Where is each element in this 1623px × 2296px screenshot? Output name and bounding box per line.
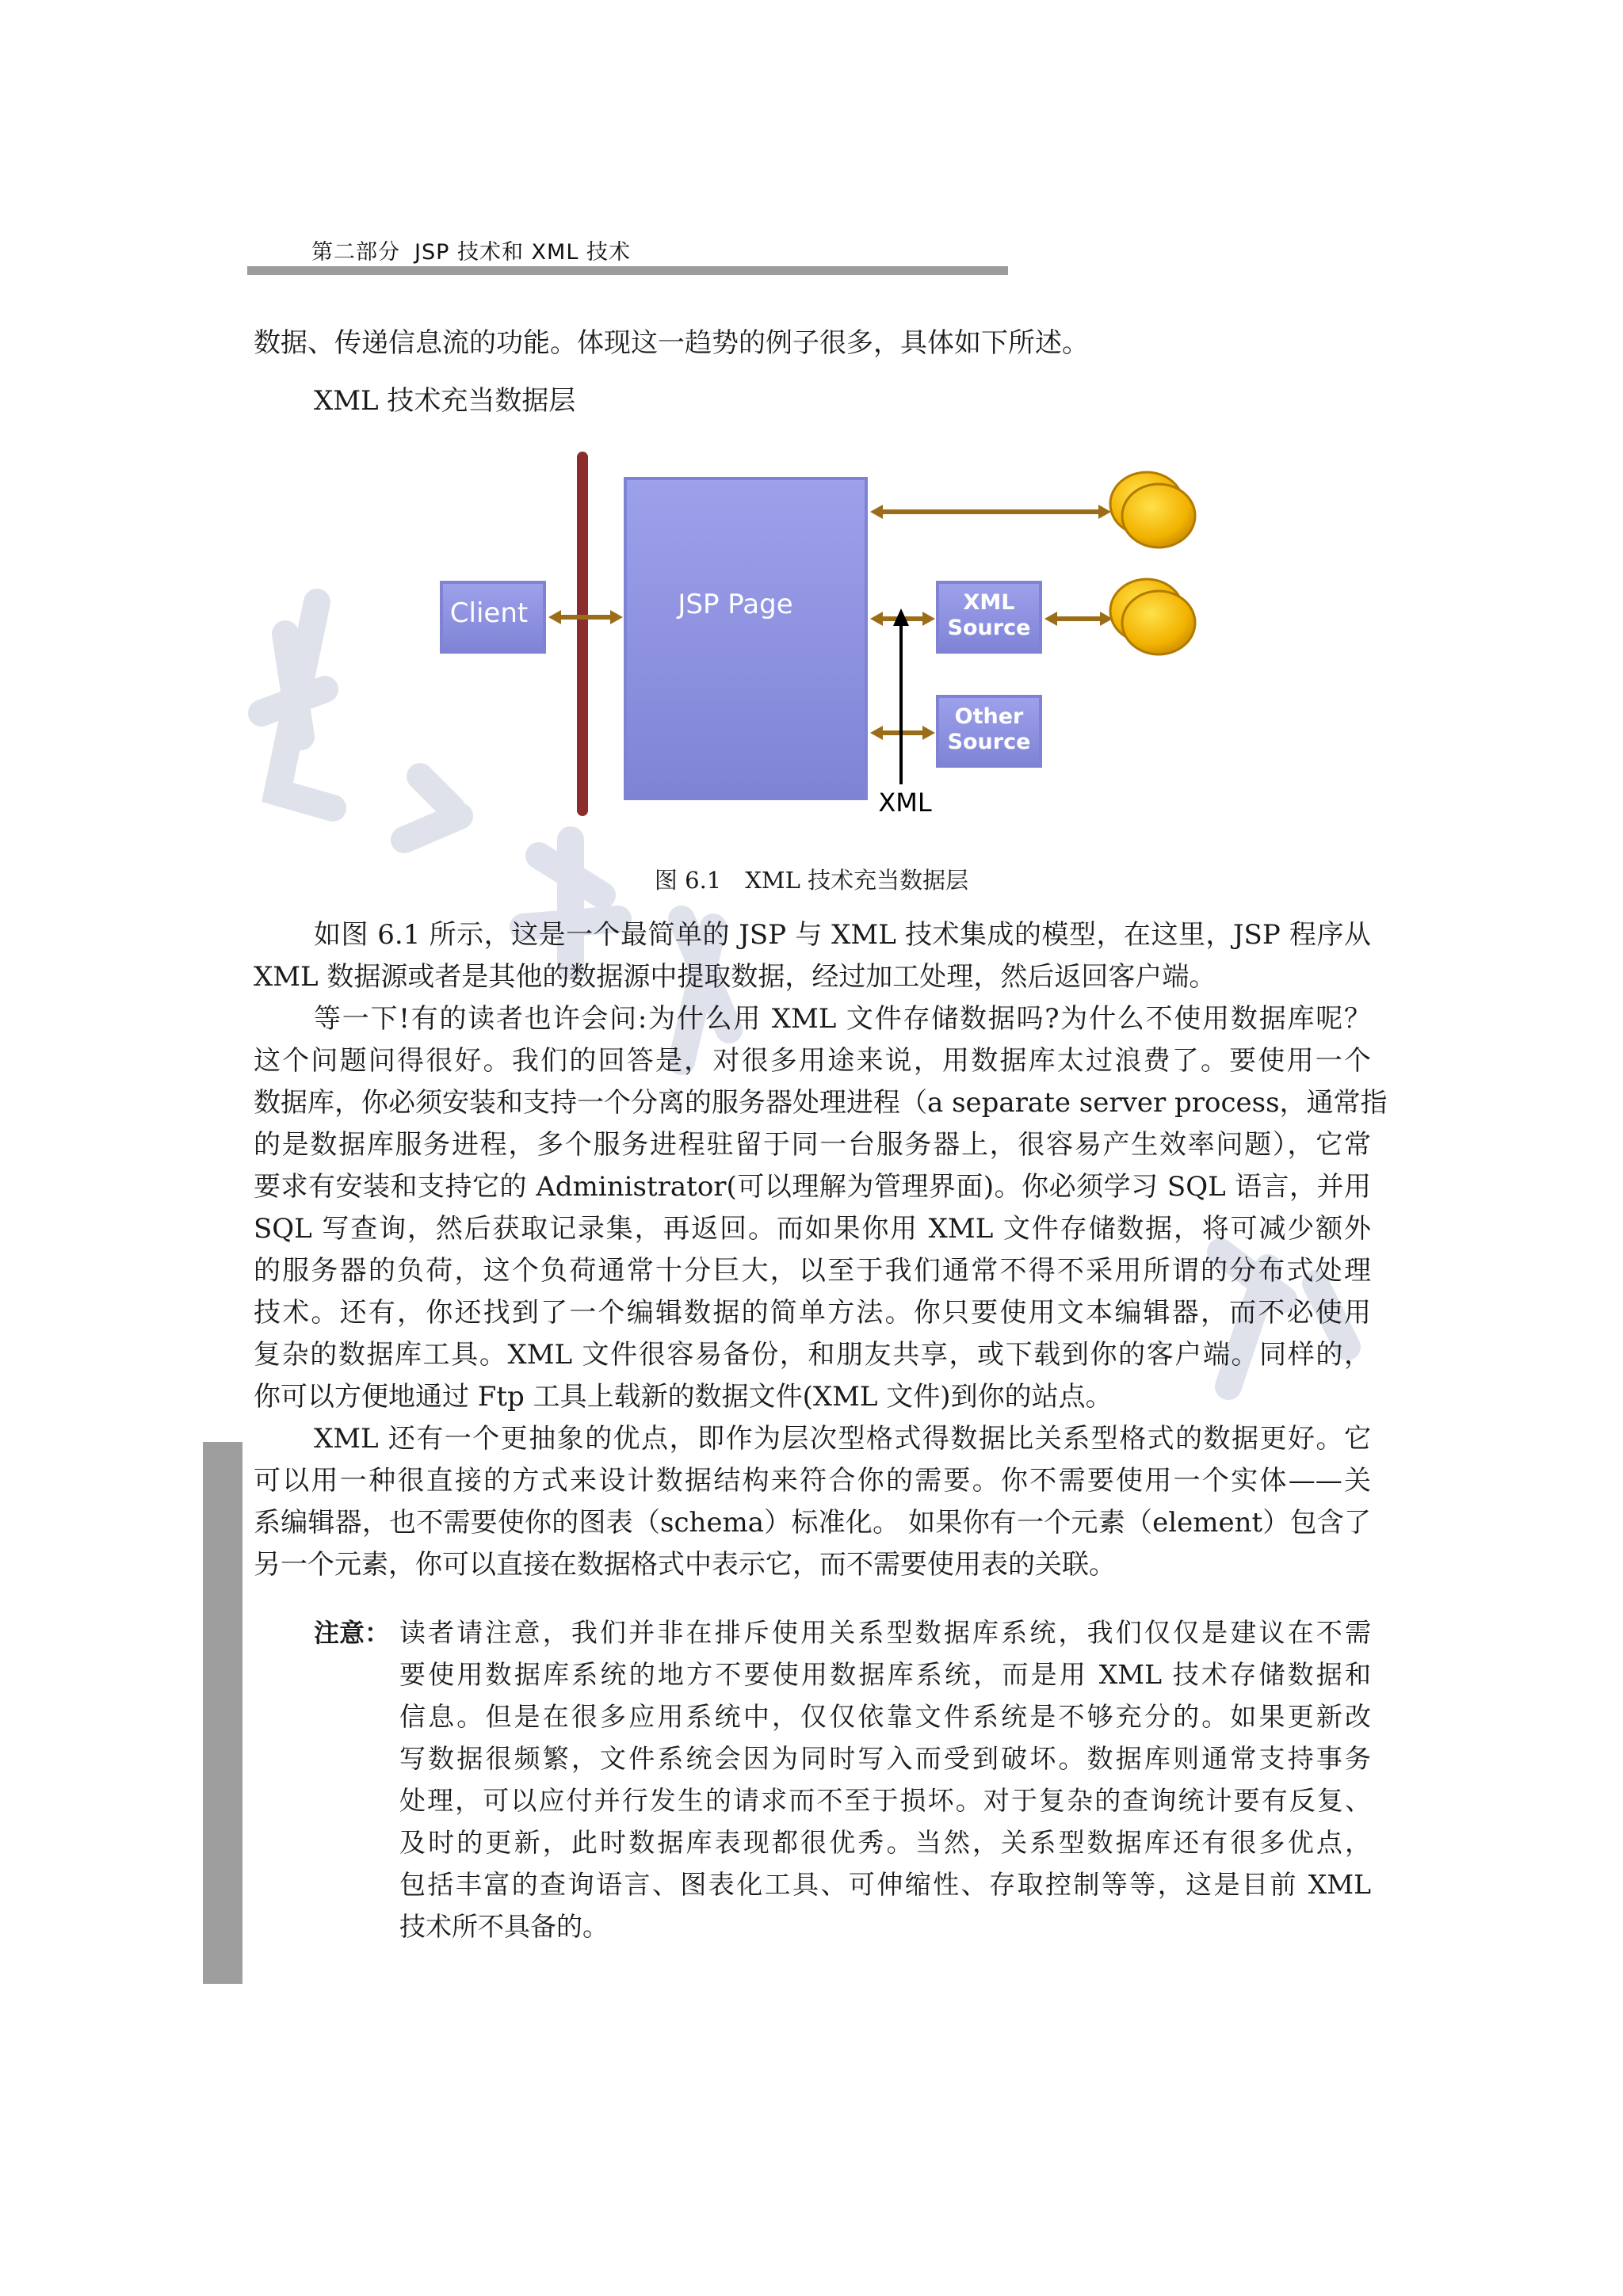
xml-source-label-2: Source bbox=[947, 616, 1031, 640]
database-coins-icon bbox=[1110, 472, 1195, 547]
firewall-bar bbox=[577, 452, 588, 816]
figure-title: XML 技术充当数据层 bbox=[314, 385, 576, 417]
paragraph-3-line-4: 另一个元素，你可以直接在数据格式中表示它，而不需要使用表的关联。 bbox=[254, 1549, 1116, 1581]
xml-coins-icon bbox=[1110, 579, 1195, 654]
paragraph-2-line-5: 要求有安装和支持它的 Administrator(可以理解为管理界面)。你必须学习 SQL 语言，并用 bbox=[254, 1171, 1371, 1203]
figure-caption-text: XML 技术充当数据层 bbox=[745, 867, 969, 894]
running-header-title: JSP 技术和 XML 技术 bbox=[414, 240, 631, 265]
jsp-page-label: JSP Page bbox=[678, 589, 793, 620]
figure-caption-number: 图 6.1 bbox=[654, 867, 722, 894]
paragraph-3-line-3: 系编辑器，也不需要使你的图表（schema）标准化。 如果你有一个元素（element）包含了 bbox=[254, 1507, 1371, 1539]
other-source-label-2: Source bbox=[947, 730, 1031, 754]
intro-line: 数据、传递信息流的功能。体现这一趋势的例子很多，具体如下所述。 bbox=[254, 327, 1089, 359]
xml-flow-arrow bbox=[878, 608, 932, 818]
paragraph-2-line-8: 技术。还有，你还找到了一个编辑数据的简单方法。你只要使用文本编辑器，而不必使用 bbox=[254, 1297, 1371, 1329]
note-line-6: 及时的更新，此时数据库表现都很优秀。当然，关系型数据库还有很多优点， bbox=[399, 1827, 1371, 1858]
running-header-part: 第二部分 bbox=[311, 240, 400, 265]
paragraph-2-line-6: SQL 写查询，然后获取记录集，再返回。而如果你用 XML 文件存储数据，将可减少额外 bbox=[254, 1213, 1371, 1245]
note-line-8: 技术所不具备的。 bbox=[399, 1911, 609, 1942]
note-line-1: 读者请注意，我们并非在排斥使用关系型数据库系统，我们仅仅是建议在不需 bbox=[399, 1617, 1371, 1648]
paragraph-1-line-1: 如图 6.1 所示，这是一个最简单的 JSP 与 XML 技术集成的模型，在这里，JSP 程序从 bbox=[314, 919, 1371, 951]
paragraph-2-line-1: 等一下!有的读者也许会问:为什么用 XML 文件存储数据吗?为什么不使用数据库呢？ bbox=[314, 1003, 1371, 1035]
other-source-box bbox=[936, 695, 1042, 768]
other-source-label-1: Other bbox=[954, 704, 1024, 729]
xml-source-label-1: XML bbox=[963, 590, 1015, 615]
paragraph-2-line-9: 复杂的数据库工具。XML 文件很容易备份，和朋友共享，或下载到你的客户端。同样的， bbox=[254, 1339, 1371, 1371]
paragraph-2-line-2: 这个问题问得很好。我们的回答是，对很多用途来说，用数据库太过浪费了。要使用一个 bbox=[254, 1045, 1371, 1077]
note-line-3: 信息。但是在很多应用系统中，仅仅依靠文件系统是不够充分的。如果更新改 bbox=[399, 1701, 1371, 1732]
note-line-2: 要使用数据库系统的地方不要使用数据库系统，而是用 XML 技术存储数据和 bbox=[399, 1659, 1371, 1690]
paragraph-2-line-7: 的服务器的负荷，这个负荷通常十分巨大，以至于我们通常不得不采用所谓的分布式处理 bbox=[254, 1255, 1371, 1287]
note-line-7: 包括丰富的查询语言、图表化工具、可伸缩性、存取控制等等，这是目前 XML bbox=[399, 1869, 1371, 1900]
note-line-5: 处理，可以应付并行发生的请求而不至于损坏。对于复杂的查询统计要有反复、 bbox=[399, 1785, 1371, 1816]
xml-arrow-label: XML bbox=[878, 788, 932, 818]
side-margin-bar bbox=[203, 1442, 242, 1984]
figure-diagram bbox=[0, 0, 1623, 871]
xml-source-coins-arrow bbox=[1044, 612, 1113, 626]
jsp-page-box bbox=[624, 477, 868, 800]
client-label: Client bbox=[449, 597, 529, 629]
paragraph-2-line-10: 你可以方便地通过 Ftp 工具上载新的数据文件(XML 文件)到你的站点。 bbox=[254, 1381, 1113, 1413]
xml-source-box bbox=[936, 581, 1042, 654]
note-label: 注意： bbox=[314, 1618, 391, 1648]
client-box bbox=[440, 581, 546, 654]
jsp-datasource-arrow-top bbox=[870, 505, 1111, 519]
figure-caption bbox=[0, 866, 1623, 894]
paragraph-1-line-2: XML 数据源或者是其他的数据源中提取数据，经过加工处理，然后返回客户端。 bbox=[254, 961, 1216, 993]
paragraph-3-line-1: XML 还有一个更抽象的优点，即作为层次型格式得数据比关系型格式的数据更好。它 bbox=[314, 1423, 1371, 1455]
paragraph-2-line-4: 的是数据库服务进程，多个服务进程驻留于同一台服务器上，很容易产生效率问题），它常 bbox=[254, 1129, 1371, 1161]
note-line-4: 写数据很频繁，文件系统会因为同时写入而受到破坏。数据库则通常支持事务 bbox=[399, 1743, 1371, 1774]
paragraph-2-line-3: 数据库，你必须安装和支持一个分离的服务器处理进程（a separate server process，通常指 bbox=[254, 1087, 1388, 1119]
paragraph-3-line-2: 可以用一种很直接的方式来设计数据结构来符合你的需要。你不需要使用一个实体——关 bbox=[254, 1465, 1371, 1497]
